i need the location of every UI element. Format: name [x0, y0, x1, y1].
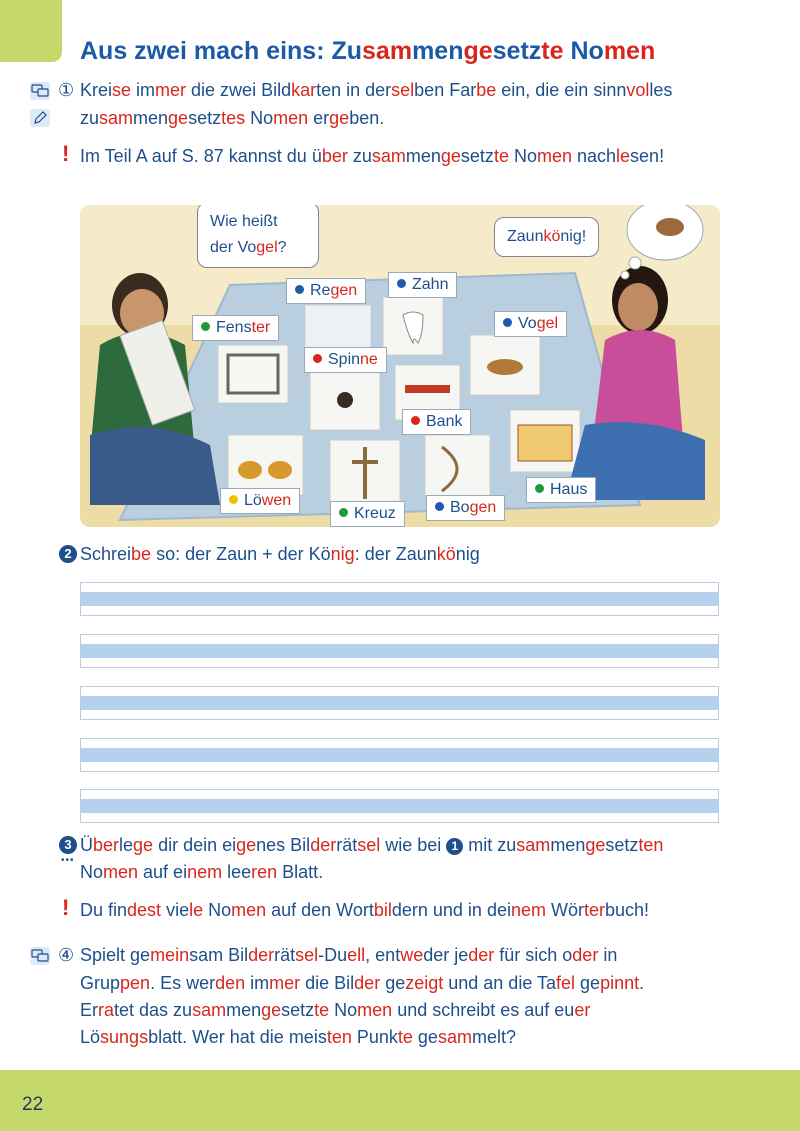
text-run: und schreibt es auf eu	[392, 1000, 575, 1020]
text-run: men	[412, 37, 464, 65]
text-run: ge	[585, 835, 606, 855]
text-run: ben.	[349, 108, 385, 128]
text-run: men	[273, 108, 309, 128]
text-run: Spin	[328, 351, 361, 368]
text-run: Zahn	[412, 276, 449, 293]
text-run: bil	[373, 900, 392, 920]
text-run: die zwei Bild	[186, 80, 292, 100]
card-label-kreuz[interactable]	[330, 501, 405, 527]
text-run: le	[616, 146, 631, 166]
text-run: ren	[251, 862, 278, 882]
text-run: ben Far	[414, 80, 477, 100]
task-number-3: 3	[59, 836, 77, 854]
color-dot-icon	[435, 502, 444, 511]
card-label-loewen[interactable]	[220, 488, 300, 514]
text-run: No	[245, 108, 274, 128]
text-run: er	[308, 108, 330, 128]
text-run: der	[310, 835, 337, 855]
text-run: Ü	[80, 835, 93, 855]
card-label-zahn[interactable]	[388, 272, 457, 298]
text-run: se	[112, 80, 132, 100]
text-run: gel	[256, 239, 278, 256]
task4-line4	[80, 1024, 516, 1050]
task1-hint	[80, 143, 664, 169]
task-number-4: ④	[58, 945, 75, 965]
text-run: Im Teil A auf S. 87 kannst du	[80, 146, 312, 166]
text-run: men	[603, 37, 656, 65]
text-run: so: der Zaun + der Kö	[151, 544, 331, 564]
text-run: sel	[357, 835, 381, 855]
text-run: .	[639, 973, 645, 993]
text-run: setz	[281, 1000, 315, 1020]
text-run: im	[245, 973, 270, 993]
text-run: und an die Ta	[443, 973, 557, 993]
writing-line-3[interactable]	[80, 686, 719, 720]
text-run: ten	[326, 1027, 352, 1047]
text-run: nig	[455, 544, 480, 564]
color-dot-icon	[503, 318, 512, 327]
text-run: nig	[330, 544, 355, 564]
text-run: zeigt	[405, 973, 444, 993]
text-run: kö	[543, 228, 561, 245]
text-run: : der Zaun	[354, 544, 437, 564]
text-run: vol	[626, 80, 650, 100]
text-run: Haus	[550, 481, 588, 498]
text-run: Zaun	[507, 228, 544, 245]
speech-bubbles-icon	[30, 82, 50, 100]
text-run: mit zu	[463, 835, 517, 855]
text-run: Spielt ge	[80, 945, 151, 965]
task3-line1	[80, 832, 663, 858]
task-number-1: ①	[58, 80, 75, 100]
color-dot-icon	[397, 279, 406, 288]
text-run: No	[80, 862, 104, 882]
task-number-2: 2	[59, 545, 77, 563]
text-run: kö	[436, 544, 456, 564]
text-run: les	[649, 80, 673, 100]
color-dot-icon	[313, 354, 322, 363]
text-run: auf ei	[138, 862, 188, 882]
text-run: für sich o	[494, 945, 573, 965]
text-run: melt?	[471, 1027, 516, 1047]
text-run: Krei	[80, 80, 113, 100]
task-ref-1: 1	[446, 838, 463, 855]
text-run: sen!	[630, 146, 665, 166]
text-run: ter	[251, 319, 271, 336]
text-run: mer	[155, 80, 187, 100]
text-run: men	[103, 862, 139, 882]
text-run: in	[598, 945, 618, 965]
task1-line1	[80, 77, 672, 103]
text-run: die Bil	[300, 973, 355, 993]
text-run: vie	[161, 900, 190, 920]
text-run: zu	[347, 146, 372, 166]
corner-tab	[0, 0, 62, 62]
text-run: nes Bil	[256, 835, 311, 855]
text-run: ge	[575, 973, 601, 993]
color-dot-icon	[229, 495, 238, 504]
bubble-boy-line2	[210, 235, 306, 261]
card-label-vogel[interactable]	[494, 311, 567, 337]
text-run: setz	[605, 835, 639, 855]
color-dot-icon	[201, 322, 210, 331]
text-run: ge	[261, 1000, 282, 1020]
text-run: le	[189, 900, 204, 920]
writing-line-1[interactable]	[80, 582, 719, 616]
text-run: nig!	[560, 228, 587, 245]
text-run: Kreuz	[354, 505, 396, 522]
text-run: ell	[347, 945, 366, 965]
text-run: sungs	[100, 1027, 149, 1047]
illustration-scene	[80, 205, 720, 527]
text-run: kar	[291, 80, 317, 100]
task3-hint	[80, 897, 649, 923]
text-run: men	[231, 900, 267, 920]
text-run: der	[248, 945, 275, 965]
text-run: men	[133, 108, 169, 128]
text-run: , ent	[365, 945, 401, 965]
text-run: ten	[638, 835, 664, 855]
text-run: No	[563, 37, 604, 65]
footer-band	[0, 1070, 800, 1131]
text-run: setz	[492, 37, 542, 65]
text-run: men	[536, 146, 572, 166]
text-run: der	[572, 945, 599, 965]
text-run: men	[226, 1000, 262, 1020]
text-run: der Vo	[210, 239, 257, 256]
speech-bubble-girl	[494, 217, 599, 257]
task4-line2	[80, 970, 644, 996]
text-run: rät	[274, 945, 296, 965]
pencil-icon	[30, 109, 50, 127]
text-run: Wör	[545, 900, 584, 920]
text-run: blatt. Wer hat die meis	[148, 1027, 327, 1047]
scene-background	[80, 205, 720, 527]
text-run: te	[397, 1027, 413, 1047]
text-run: mer	[269, 973, 301, 993]
writing-line-5[interactable]	[80, 789, 719, 823]
text-run: be	[476, 80, 497, 100]
text-run: sam	[516, 835, 551, 855]
text-run: men	[550, 835, 586, 855]
text-run: ra	[98, 1000, 115, 1020]
text-run: wie bei	[380, 835, 447, 855]
text-run: ein, die ein sinn	[496, 80, 627, 100]
text-run: ge	[412, 1027, 438, 1047]
text-run: le	[119, 835, 134, 855]
text-run: Wie heißt	[210, 213, 278, 230]
text-run: rät	[336, 835, 358, 855]
text-run: ge	[133, 835, 154, 855]
text-run: sam	[437, 1027, 472, 1047]
card-label-bogen[interactable]	[426, 495, 505, 521]
text-run: No	[508, 146, 537, 166]
text-run: ge	[236, 835, 257, 855]
text-run: men	[357, 1000, 393, 1020]
text-run: ge	[168, 108, 189, 128]
text-run: ü	[311, 146, 322, 166]
text-run: ten in der	[316, 80, 392, 100]
task4-line3	[80, 997, 590, 1023]
text-run: mein	[150, 945, 190, 965]
text-run: Fens	[216, 319, 252, 336]
page-title	[80, 37, 655, 66]
text-run: Bo	[450, 499, 470, 516]
text-run: im	[131, 80, 156, 100]
text-run: ge	[463, 37, 493, 65]
text-run: gen	[330, 282, 358, 299]
hint-exclamation-icon: !	[62, 141, 70, 166]
hint-exclamation-icon-2: !	[62, 895, 70, 920]
text-run: fel	[556, 973, 576, 993]
card-label-haus[interactable]	[526, 477, 596, 503]
writing-line-2[interactable]	[80, 634, 719, 668]
speech-bubbles-icon-2	[30, 947, 50, 965]
text-run: Schrei	[80, 544, 132, 564]
text-run: tet das zu	[114, 1000, 193, 1020]
text-run: Bank	[426, 413, 463, 430]
text-run: der je	[423, 945, 469, 965]
text-run: auf den Wort	[266, 900, 374, 920]
text-run: Blatt.	[277, 862, 324, 882]
text-run: ?	[277, 239, 287, 256]
text-run: Vo	[518, 315, 537, 332]
text-run: nem	[187, 862, 223, 882]
text-run: -Du	[318, 945, 348, 965]
text-run: te	[541, 37, 564, 65]
speech-bubble-boy	[197, 205, 319, 268]
text-run: Du fin	[80, 900, 128, 920]
text-run: den	[215, 973, 246, 993]
text-run: sam	[99, 108, 134, 128]
text-run: men	[405, 146, 441, 166]
text-run: zu	[80, 108, 100, 128]
text-run: setz	[460, 146, 494, 166]
text-run: ter	[583, 900, 605, 920]
text-run: pen	[120, 973, 151, 993]
text-run: pinnt	[600, 973, 640, 993]
text-run: Lö	[80, 1027, 101, 1047]
text-run: dern und in dei	[391, 900, 511, 920]
text-run: lee	[222, 862, 252, 882]
text-run: gel	[536, 315, 559, 332]
text-run: ge	[380, 973, 406, 993]
text-run: tes	[221, 108, 246, 128]
text-run: dir dein ei	[153, 835, 237, 855]
text-run: No	[329, 1000, 358, 1020]
text-run: ber	[93, 835, 120, 855]
text-run: te	[314, 1000, 330, 1020]
text-run: Punk	[351, 1027, 398, 1047]
text-run: der	[354, 973, 381, 993]
text-run: ne	[360, 351, 378, 368]
text-run: gen	[469, 499, 497, 516]
text-run: ge	[329, 108, 350, 128]
text-run: No	[203, 900, 232, 920]
text-run: der	[468, 945, 495, 965]
text-run: Er	[80, 1000, 98, 1020]
text-run: sam	[362, 37, 413, 65]
difficulty-dots-icon: •••	[61, 855, 75, 866]
text-run: ge	[440, 146, 461, 166]
color-dot-icon	[295, 285, 304, 294]
text-run: Grup	[80, 973, 121, 993]
card-label-fenster[interactable]	[192, 315, 279, 341]
color-dot-icon	[535, 484, 544, 493]
text-run: sel	[295, 945, 319, 965]
text-run: te	[493, 146, 509, 166]
text-run: sam	[192, 1000, 227, 1020]
color-dot-icon	[339, 508, 348, 517]
text-run: be	[131, 544, 152, 564]
card-label-spinne[interactable]	[304, 347, 387, 373]
text-run: buch!	[605, 900, 650, 920]
text-run: setz	[188, 108, 222, 128]
task3-line2	[80, 859, 323, 885]
text-run: ber	[321, 146, 348, 166]
text-run: Re	[310, 282, 331, 299]
task1-line2	[80, 105, 384, 131]
text-run: nem	[510, 900, 546, 920]
text-run: . Es wer	[150, 973, 216, 993]
text-run: Aus zwei mach eins: Zu	[80, 37, 363, 65]
card-label-bank[interactable]	[402, 409, 471, 435]
task2-text	[80, 541, 480, 567]
text-run: nach	[571, 146, 617, 166]
page-number: 22	[22, 1094, 44, 1115]
bubble-boy-line1	[210, 209, 306, 235]
text-run: er	[574, 1000, 591, 1020]
text-run: sam	[371, 146, 406, 166]
text-run: we	[400, 945, 424, 965]
text-run: sel	[391, 80, 415, 100]
task4-line1	[80, 942, 617, 968]
color-dot-icon	[411, 416, 420, 425]
text-run: Lö	[244, 492, 262, 509]
text-run: sam Bil	[189, 945, 249, 965]
text-run: wen	[261, 492, 292, 509]
writing-line-4[interactable]	[80, 738, 719, 772]
text-run: dest	[127, 900, 162, 920]
card-label-regen[interactable]	[286, 278, 366, 304]
